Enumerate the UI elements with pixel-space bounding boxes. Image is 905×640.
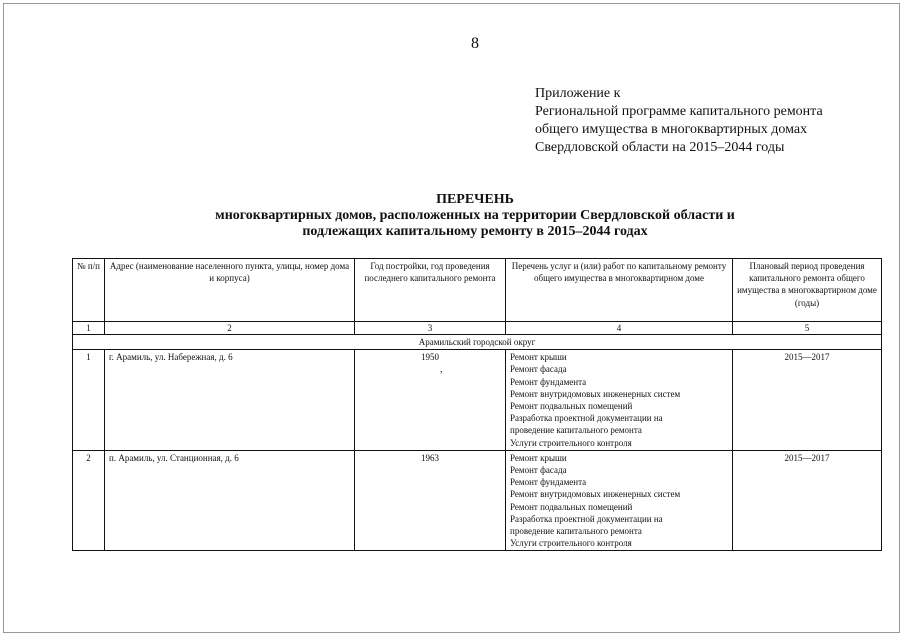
work-item: Ремонт фасада — [510, 364, 567, 375]
title-line: подлежащих капитальному ремонту в 2015–2044 годах — [302, 224, 648, 239]
row-works — [506, 350, 733, 451]
column-number: 3 — [355, 322, 506, 335]
row-number: 2 — [73, 450, 105, 551]
work-item: Услуги строительного контроля — [510, 538, 632, 549]
work-item: Разработка проектной документации на — [510, 513, 663, 524]
title-line: многоквартирных домов, расположенных на территории Свердловской области и — [215, 208, 735, 223]
work-item: Ремонт подвальных помещений — [510, 501, 633, 512]
work-item: Ремонт крыши — [510, 352, 567, 363]
row-year: 1963 — [355, 450, 506, 551]
row-address: п. Арамиль, ул. Станционная, д. 6 — [105, 450, 355, 551]
column-number: 5 — [733, 322, 882, 335]
column-numbers-row — [73, 322, 882, 335]
row-works — [506, 450, 733, 551]
header-no: № п/п — [73, 259, 105, 322]
row-address: г. Арамиль, ул. Набережная, д. 6 — [105, 350, 355, 451]
work-item: проведение капитального ремонта — [510, 425, 642, 436]
work-item: проведение капитального ремонта — [510, 526, 642, 537]
work-item: Ремонт фасада — [510, 465, 567, 476]
header-works: Перечень услуг и (или) работ по капитальному ремонту общего имущества в многоквартирном доме — [506, 259, 733, 322]
page-number: 8 — [471, 35, 479, 52]
appendix-block — [535, 85, 823, 157]
title-line: ПЕРЕЧЕНЬ — [436, 192, 514, 207]
column-number: 1 — [73, 322, 105, 335]
work-item: Ремонт внутридомовых инженерных систем — [510, 489, 681, 500]
table-header-row — [73, 259, 882, 322]
row-period: 2015—2017 — [733, 450, 882, 551]
appendix-line: Региональной программе капитального ремонта — [535, 104, 823, 119]
region-row — [73, 335, 882, 350]
table-row — [73, 450, 882, 551]
row-year: 1950 — [355, 350, 506, 451]
work-item: Разработка проектной документации на — [510, 413, 663, 424]
region-name: Арамильский городской округ — [73, 335, 882, 350]
work-item: Ремонт подвальных помещений — [510, 401, 633, 412]
work-item: Ремонт фундамента — [510, 376, 587, 387]
appendix-line: Свердловской области на 2015–2044 годы — [535, 140, 785, 155]
houses-table — [72, 258, 882, 551]
document-title — [0, 192, 905, 240]
scan-speck: , — [440, 364, 443, 375]
header-address: Адрес (наименование населенного пункта, улицы, номер дома и корпуса) — [105, 259, 355, 322]
work-item: Ремонт внутридомовых инженерных систем — [510, 388, 681, 399]
row-period: 2015—2017 — [733, 350, 882, 451]
column-number: 2 — [105, 322, 355, 335]
table-row — [73, 350, 882, 451]
column-number: 4 — [506, 322, 733, 335]
appendix-line: Приложение к — [535, 86, 621, 101]
header-period: Плановый период проведения капитального ремонта общего имущества в многоквартирном доме (годы) — [733, 259, 882, 322]
work-item: Ремонт крыши — [510, 452, 567, 463]
work-item: Услуги строительного контроля — [510, 437, 632, 448]
row-number: 1 — [73, 350, 105, 451]
appendix-line: общего имущества в многоквартирных домах — [535, 122, 808, 137]
header-year: Год постройки, год проведения последнего капитального ремонта — [355, 259, 506, 322]
work-item: Ремонт фундамента — [510, 477, 587, 488]
